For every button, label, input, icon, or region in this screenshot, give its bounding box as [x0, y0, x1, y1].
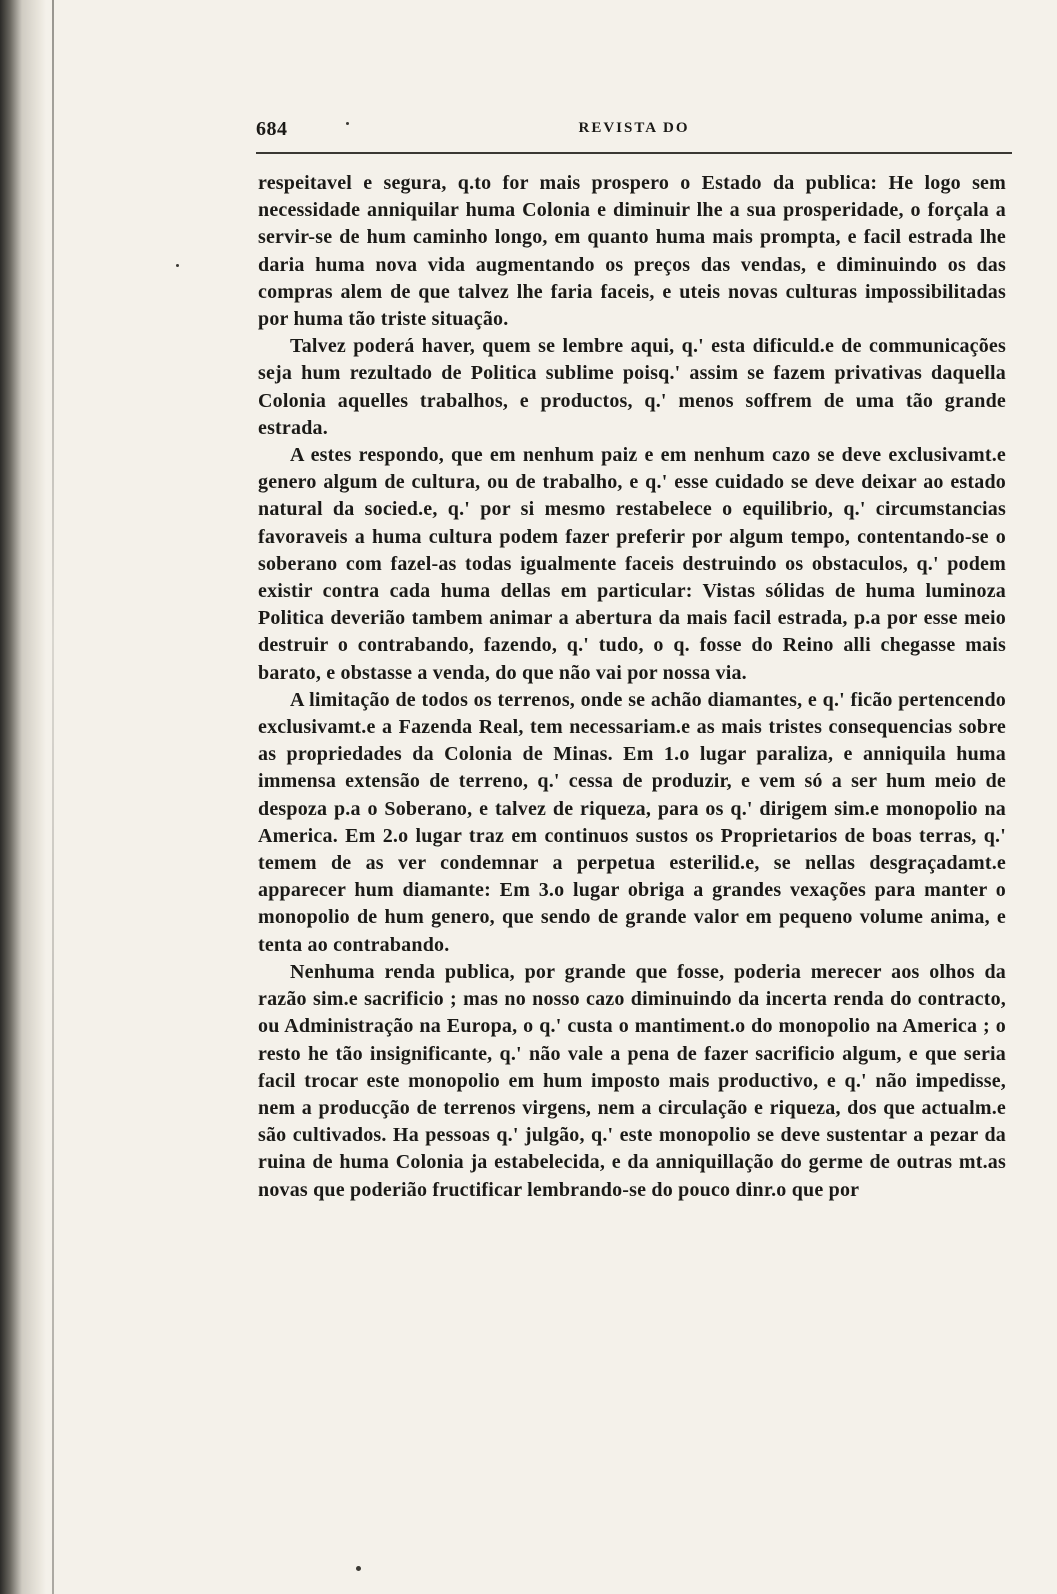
paragraph: A estes respondo, que em nenhum paiz e em nenhum cazo se deve exclusivamt.e genero algum de cultura, ou de trabalho, e q.' esse cuidado se deve deixar ao estado natural da socied.e, q.' por si mesmo restabelece o equilibrio, q.' circumstancias favoraveis a huma cultura podem fazer preferir por algum tempo, contentando-se o soberano com fazel-as todas igualmente faceis destruindo os obstaculos, q.' podem existir contra cada huma dellas em particular: Vistas sólidas de huma luminoza Politica deverião tambem animar a abertura da mais facil estrada, p.a por esse meio destruir o contrabando, fazendo, q.' tudo, o q. fosse do Reino alli chegasse mais barato, e obstasse a venda, do que não vai por nossa via. [258, 444, 1006, 684]
paragraph: Nenhuma renda publica, por grande que fosse, poderia merecer aos olhos da razão sim.e sacrificio ; mas no nosso cazo diminuindo da incerta renda do contracto, ou Administração na Europa, o q.' custa o mantiment.o do monopolio na America ; o resto he tão insignificante, q.' não vale a pena de fazer sacrificio algum, e que seria facil trocar este monopolio em hum imposto mais productivo, e q.' não impedisse, nem a producção de terrenos virgens, nem a circulação e riqueza, dos que actualm.e são cultivados. Ha pessoas q.' julgão, q.' este monopolio se deve sustentar a pezar da ruina de huma Colonia ja estabelecida, e da anniquillação do germe de outras mt.as novas que poderião fructificar lembrando-se do pouco dinr.o que por [258, 960, 1006, 1201]
page-header [256, 114, 1012, 144]
body-text [258, 170, 1006, 1204]
scan-speck [176, 264, 179, 267]
page-number: 684 [256, 118, 288, 140]
header-rule [256, 152, 1012, 157]
paragraph: respeitavel e segura, q.to for mais prospero o Estado da publica: He logo sem necessidade anniquilar huma Colonia e diminuir lhe a sua prosperidade, o forçala a servir-se de hum caminho longo, em quanto huma mais prompta, e facil estrada lhe daria huma nova vida augmentando os preços das vendas, e diminuindo os das compras alem de que talvez lhe faria faceis, e uteis novas culturas impossibilitadas por huma tão triste situação. [258, 172, 1006, 331]
paragraph: Talvez poderá haver, quem se lembre aqui, q.' esta dificuld.e de communicações seja hum rezultado de Politica sublime poisq.' assim se fazem privativas daquella Colonia aquelles trabalhos, e productos, q.' menos soffrem de uma tão grande estrada. [258, 335, 1006, 439]
scan-speck [346, 122, 349, 125]
paragraph: A limitação de todos os terrenos, onde se achão diamantes, e q.' ficão pertencendo exclusivamt.e a Fazenda Real, tem necessariam.e as mais tristes consequencias sobre as propriedades da Colonia de Minas. Em 1.o lugar paraliza, e anniquila huma immensa extensão de terreno, q.' cessa de produzir, e vem só a ser hum meio de despoza p.a o Soberano, e talvez de riqueza, para os q.' dirigem sim.e monopolio na America. Em 2.o lugar traz em continuos sustos os Proprietarios de boas terras, q.' temem de as ver condemnar a perpetua esterilid.e, se nellas desgraçadamt.e apparecer hum diamante: Em 3.o lugar obriga a grandes vexações para manter o monopolio de hum genero, que sendo de grande valor em pequeno volume anima, e tenta ao contrabando. [258, 688, 1006, 956]
book-spine-shadow [0, 0, 46, 1594]
page-gutter-line [52, 0, 54, 1594]
running-head: REVISTA DO [578, 120, 690, 136]
scan-speck [356, 1566, 361, 1571]
